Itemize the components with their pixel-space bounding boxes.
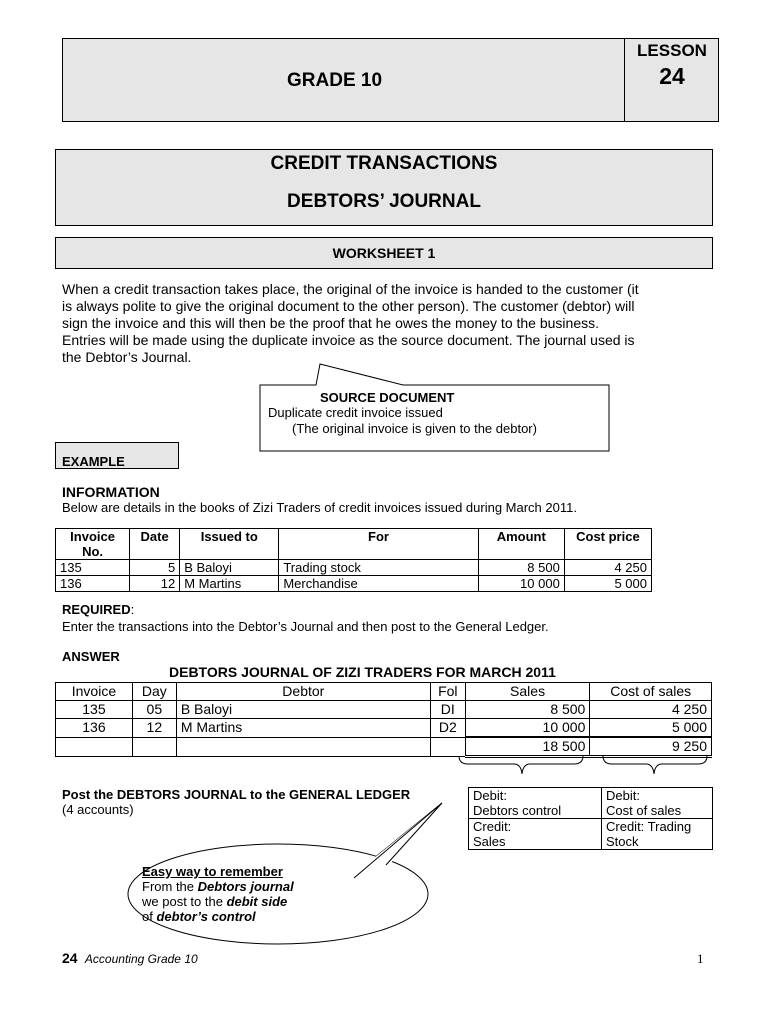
cell: B Baloyi xyxy=(176,701,430,719)
cell: 136 xyxy=(56,719,133,738)
col-header: Sales xyxy=(465,683,590,701)
cell: 05 xyxy=(132,701,176,719)
required-colon: : xyxy=(130,602,135,617)
col-header: Cost price xyxy=(564,529,651,560)
journal-title: DEBTORS JOURNAL OF ZIZI TRADERS FOR MARCH 2011 xyxy=(169,664,556,680)
title-box xyxy=(55,149,713,226)
sales-total: 18 500 xyxy=(465,737,590,757)
example-box xyxy=(55,442,179,469)
col-header: Issued to xyxy=(180,529,279,560)
cell: 136 xyxy=(56,576,130,592)
cell xyxy=(56,737,133,757)
ledger-posting-table xyxy=(468,787,713,850)
left-credit-label: Credit: xyxy=(473,819,512,834)
post-heading: Post the DEBTORS JOURNAL to the GENERAL LEDGER xyxy=(62,787,411,802)
cell: 10 000 xyxy=(465,719,590,738)
table-row xyxy=(56,701,712,719)
cell xyxy=(602,819,713,850)
cell: D2 xyxy=(430,719,465,738)
cell: 4 250 xyxy=(564,560,651,576)
cell xyxy=(602,788,713,819)
footer xyxy=(62,950,198,966)
left-debit-value: Debtors control xyxy=(473,803,562,818)
col-header: Cost of sales xyxy=(590,683,712,701)
header-box xyxy=(62,38,719,122)
cell: 5 xyxy=(130,560,180,576)
callout-line-2: (The original invoice is given to the debtor) xyxy=(292,421,537,436)
cell: 135 xyxy=(56,560,130,576)
col-header: Day xyxy=(132,683,176,701)
answer-heading: ANSWER xyxy=(62,649,120,664)
right-credit-line-2: Stock xyxy=(606,834,639,849)
bubble-line: From the Debtors journal xyxy=(142,879,294,894)
cell: 10 000 xyxy=(478,576,564,592)
right-debit-label: Debit: xyxy=(606,788,640,803)
col-header: Amount xyxy=(478,529,564,560)
cell: 4 250 xyxy=(590,701,712,719)
example-label: EXAMPLE xyxy=(62,454,125,469)
table-row xyxy=(469,819,713,850)
cell: B Baloyi xyxy=(180,560,279,576)
table-row xyxy=(56,719,712,738)
bubble-text xyxy=(142,864,294,924)
lesson-label: LESSON xyxy=(637,41,707,60)
footer-number: 24 xyxy=(62,950,78,966)
cell: 5 000 xyxy=(564,576,651,592)
page-number: 1 xyxy=(697,951,704,966)
grade-label: GRADE 10 xyxy=(287,70,383,91)
cell: M Martins xyxy=(180,576,279,592)
post-subtext: (4 accounts) xyxy=(62,802,134,817)
worksheet-label: WORKSHEET 1 xyxy=(332,245,436,261)
table-header-row xyxy=(56,683,712,701)
required-heading: REQUIRED xyxy=(62,602,131,617)
right-debit-value: Cost of sales xyxy=(606,803,682,818)
col-header: Debtor xyxy=(176,683,430,701)
intro-line: Entries will be made using the duplicate invoice as the source document. The journal used is xyxy=(62,332,635,348)
col-header: For xyxy=(279,529,478,560)
cell: Trading stock xyxy=(279,560,478,576)
bubble-line: we post to the debit side xyxy=(142,894,288,909)
cell: 5 000 xyxy=(590,719,712,738)
cell xyxy=(469,819,602,850)
col-header: Fol xyxy=(430,683,465,701)
bubble-line: of debtor’s control xyxy=(142,909,256,924)
lesson-number: 24 xyxy=(659,63,685,89)
right-credit-line-1: Credit: Trading xyxy=(606,819,692,834)
col-header: Invoice No. xyxy=(56,529,130,560)
callout-line-1: Duplicate credit invoice issued xyxy=(268,405,443,420)
callout-title: SOURCE DOCUMENT xyxy=(320,390,455,405)
cell: 135 xyxy=(56,701,133,719)
title-line-2: DEBTORS’ JOURNAL xyxy=(287,191,481,212)
cell xyxy=(176,737,430,757)
required-heading-wrap xyxy=(62,602,134,617)
cell: DI xyxy=(430,701,465,719)
required-text: Enter the transactions into the Debtor’s Journal and then post to the General Ledger. xyxy=(62,619,549,634)
information-table xyxy=(55,528,652,592)
intro-line: When a credit transaction takes place, the original of the invoice is handed to the customer (it xyxy=(62,281,639,297)
cell xyxy=(469,788,602,819)
cell: 8 500 xyxy=(478,560,564,576)
intro-line: the Debtor’s Journal. xyxy=(62,349,192,365)
table-header-row xyxy=(56,529,652,560)
cell xyxy=(132,737,176,757)
col-header: Invoice xyxy=(56,683,133,701)
cell: Merchandise xyxy=(279,576,478,592)
intro-line: sign the invoice and this will then be the proof that he owes the money to the business. xyxy=(62,315,599,331)
col-header: Date xyxy=(130,529,180,560)
title-line-1: CREDIT TRANSACTIONS xyxy=(270,153,498,174)
table-row xyxy=(56,560,652,576)
information-heading: INFORMATION xyxy=(62,484,160,500)
cell: M Martins xyxy=(176,719,430,738)
cell: 12 xyxy=(130,576,180,592)
bubble-title: Easy way to remember xyxy=(142,864,283,879)
table-row xyxy=(469,788,713,819)
cost-of-sales-total: 9 250 xyxy=(590,737,712,757)
left-credit-value: Sales xyxy=(473,834,506,849)
left-debit-label: Debit: xyxy=(473,788,507,803)
cell: 8 500 xyxy=(465,701,590,719)
cell: 12 xyxy=(132,719,176,738)
worksheet-box xyxy=(55,237,713,269)
sales-brace xyxy=(456,754,586,778)
table-row xyxy=(56,576,652,592)
cost-of-sales-brace xyxy=(600,754,712,778)
footer-text: Accounting Grade 10 xyxy=(84,952,198,966)
intro-paragraph xyxy=(62,281,722,366)
intro-line: is always polite to give the original document to the other person). The customer (debtor) will xyxy=(62,298,635,314)
debtors-journal-table xyxy=(55,682,712,758)
information-text: Below are details in the books of Zizi Traders of credit invoices issued during March 2011. xyxy=(62,500,577,515)
